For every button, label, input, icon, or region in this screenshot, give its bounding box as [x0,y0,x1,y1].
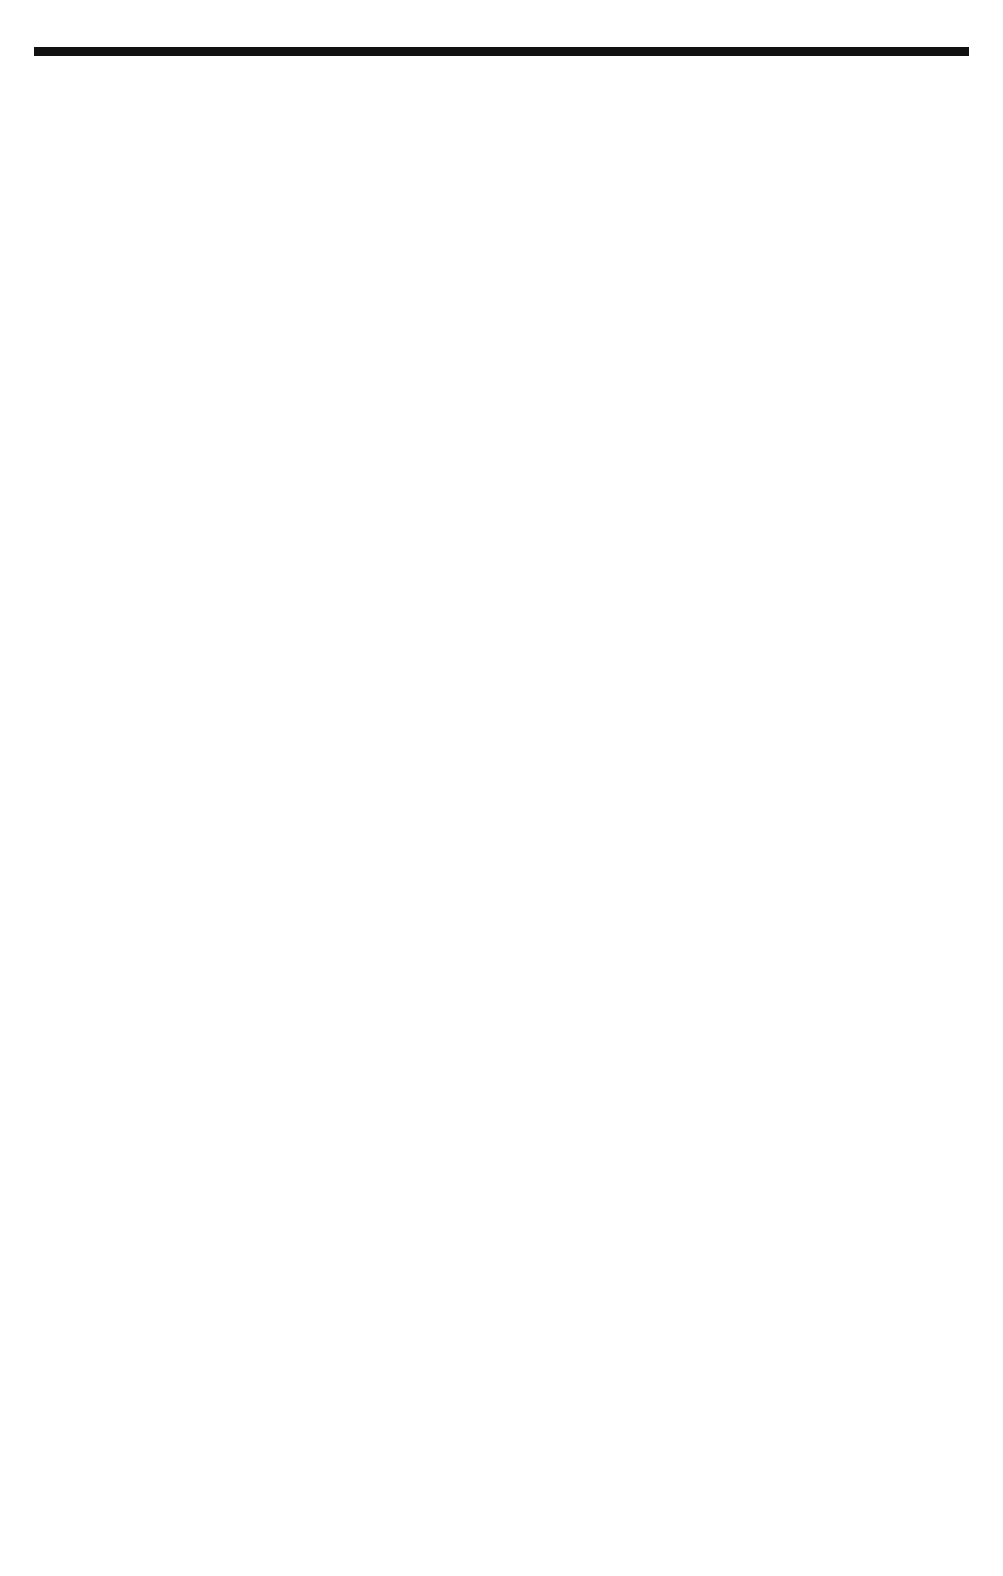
column-2 [499,58,725,1558]
column-3 [731,58,969,1558]
issue-date [956,35,969,44]
column-1 [34,58,497,1558]
company-title-bar [34,47,969,56]
masthead [34,33,969,45]
